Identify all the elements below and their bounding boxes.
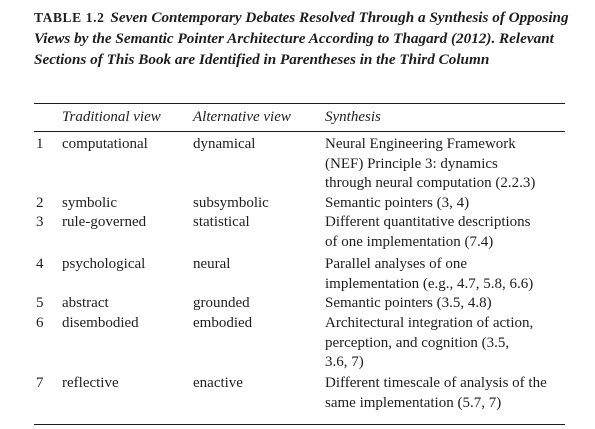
alternative-view-cell: statistical <box>193 214 250 230</box>
alternative-view-cell: enactive <box>193 375 243 391</box>
synthesis-cell <box>325 374 573 413</box>
table-label: TABLE 1.2 <box>34 10 105 25</box>
row-number: 3 <box>36 214 44 230</box>
row-number: 2 <box>36 195 44 211</box>
header-synthesis: Synthesis <box>325 109 381 125</box>
alternative-view-cell: neural <box>193 256 231 272</box>
bottom-rule <box>34 424 565 425</box>
alternative-view-cell: subsymbolic <box>193 195 269 211</box>
synthesis-line: Parallel analyses of one <box>325 256 468 272</box>
synthesis-line: of one implementation (7.4) <box>325 233 494 250</box>
synthesis-line: same implementation (5.7, 7) <box>325 394 502 411</box>
alternative-view-cell: dynamical <box>193 136 256 152</box>
synthesis-line: 3.6, 7) <box>325 354 364 371</box>
traditional-view-cell: disembodied <box>62 315 139 331</box>
top-rule <box>34 103 565 104</box>
synthesis-cell <box>325 194 573 214</box>
alternative-view-cell: grounded <box>193 295 250 311</box>
synthesis-line: Different quantitative descriptions <box>325 214 531 230</box>
traditional-view-cell: symbolic <box>62 195 117 211</box>
row-number: 7 <box>36 375 44 391</box>
traditional-view-cell: reflective <box>62 375 119 391</box>
synthesis-line: Semantic pointers (3, 4) <box>325 195 470 211</box>
row-number: 1 <box>36 136 44 152</box>
synthesis-line: perception, and cognition (3.5, <box>325 334 510 351</box>
table-caption <box>34 7 574 70</box>
synthesis-cell <box>325 255 573 294</box>
synthesis-line: Architectural integration of action, <box>325 315 534 331</box>
header-traditional-view: Traditional view <box>62 109 161 125</box>
synthesis-line: (NEF) Principle 3: dynamics <box>325 155 498 172</box>
synthesis-cell <box>325 314 573 373</box>
synthesis-line: Different timescale of analysis of the <box>325 375 547 391</box>
traditional-view-cell: computational <box>62 136 148 152</box>
table-caption-text: Seven Contemporary Debates Resolved Through a Synthesis of Opposing Views by the Semantic Pointer Architecture According to Thagard (2012). Relevant Sections of This Book are Identified in Parentheses in the Third Column <box>34 9 569 68</box>
row-number: 4 <box>36 256 44 272</box>
synthesis-line: implementation (e.g., 4.7, 5.8, 6.6) <box>325 275 534 292</box>
traditional-view-cell: abstract <box>62 295 109 311</box>
synthesis-line: through neural computation (2.2.3) <box>325 175 536 192</box>
traditional-view-cell: psychological <box>62 256 146 272</box>
synthesis-cell <box>325 135 573 194</box>
header-rule <box>34 131 565 132</box>
synthesis-cell <box>325 294 573 314</box>
synthesis-cell <box>325 213 573 252</box>
traditional-view-cell: rule-governed <box>62 214 147 230</box>
alternative-view-cell: embodied <box>193 315 253 331</box>
row-number: 6 <box>36 315 44 331</box>
synthesis-line: Semantic pointers (3.5, 4.8) <box>325 295 492 311</box>
row-number: 5 <box>36 295 44 311</box>
header-alternative-view: Alternative view <box>193 109 291 125</box>
synthesis-line: Neural Engineering Framework <box>325 136 516 152</box>
